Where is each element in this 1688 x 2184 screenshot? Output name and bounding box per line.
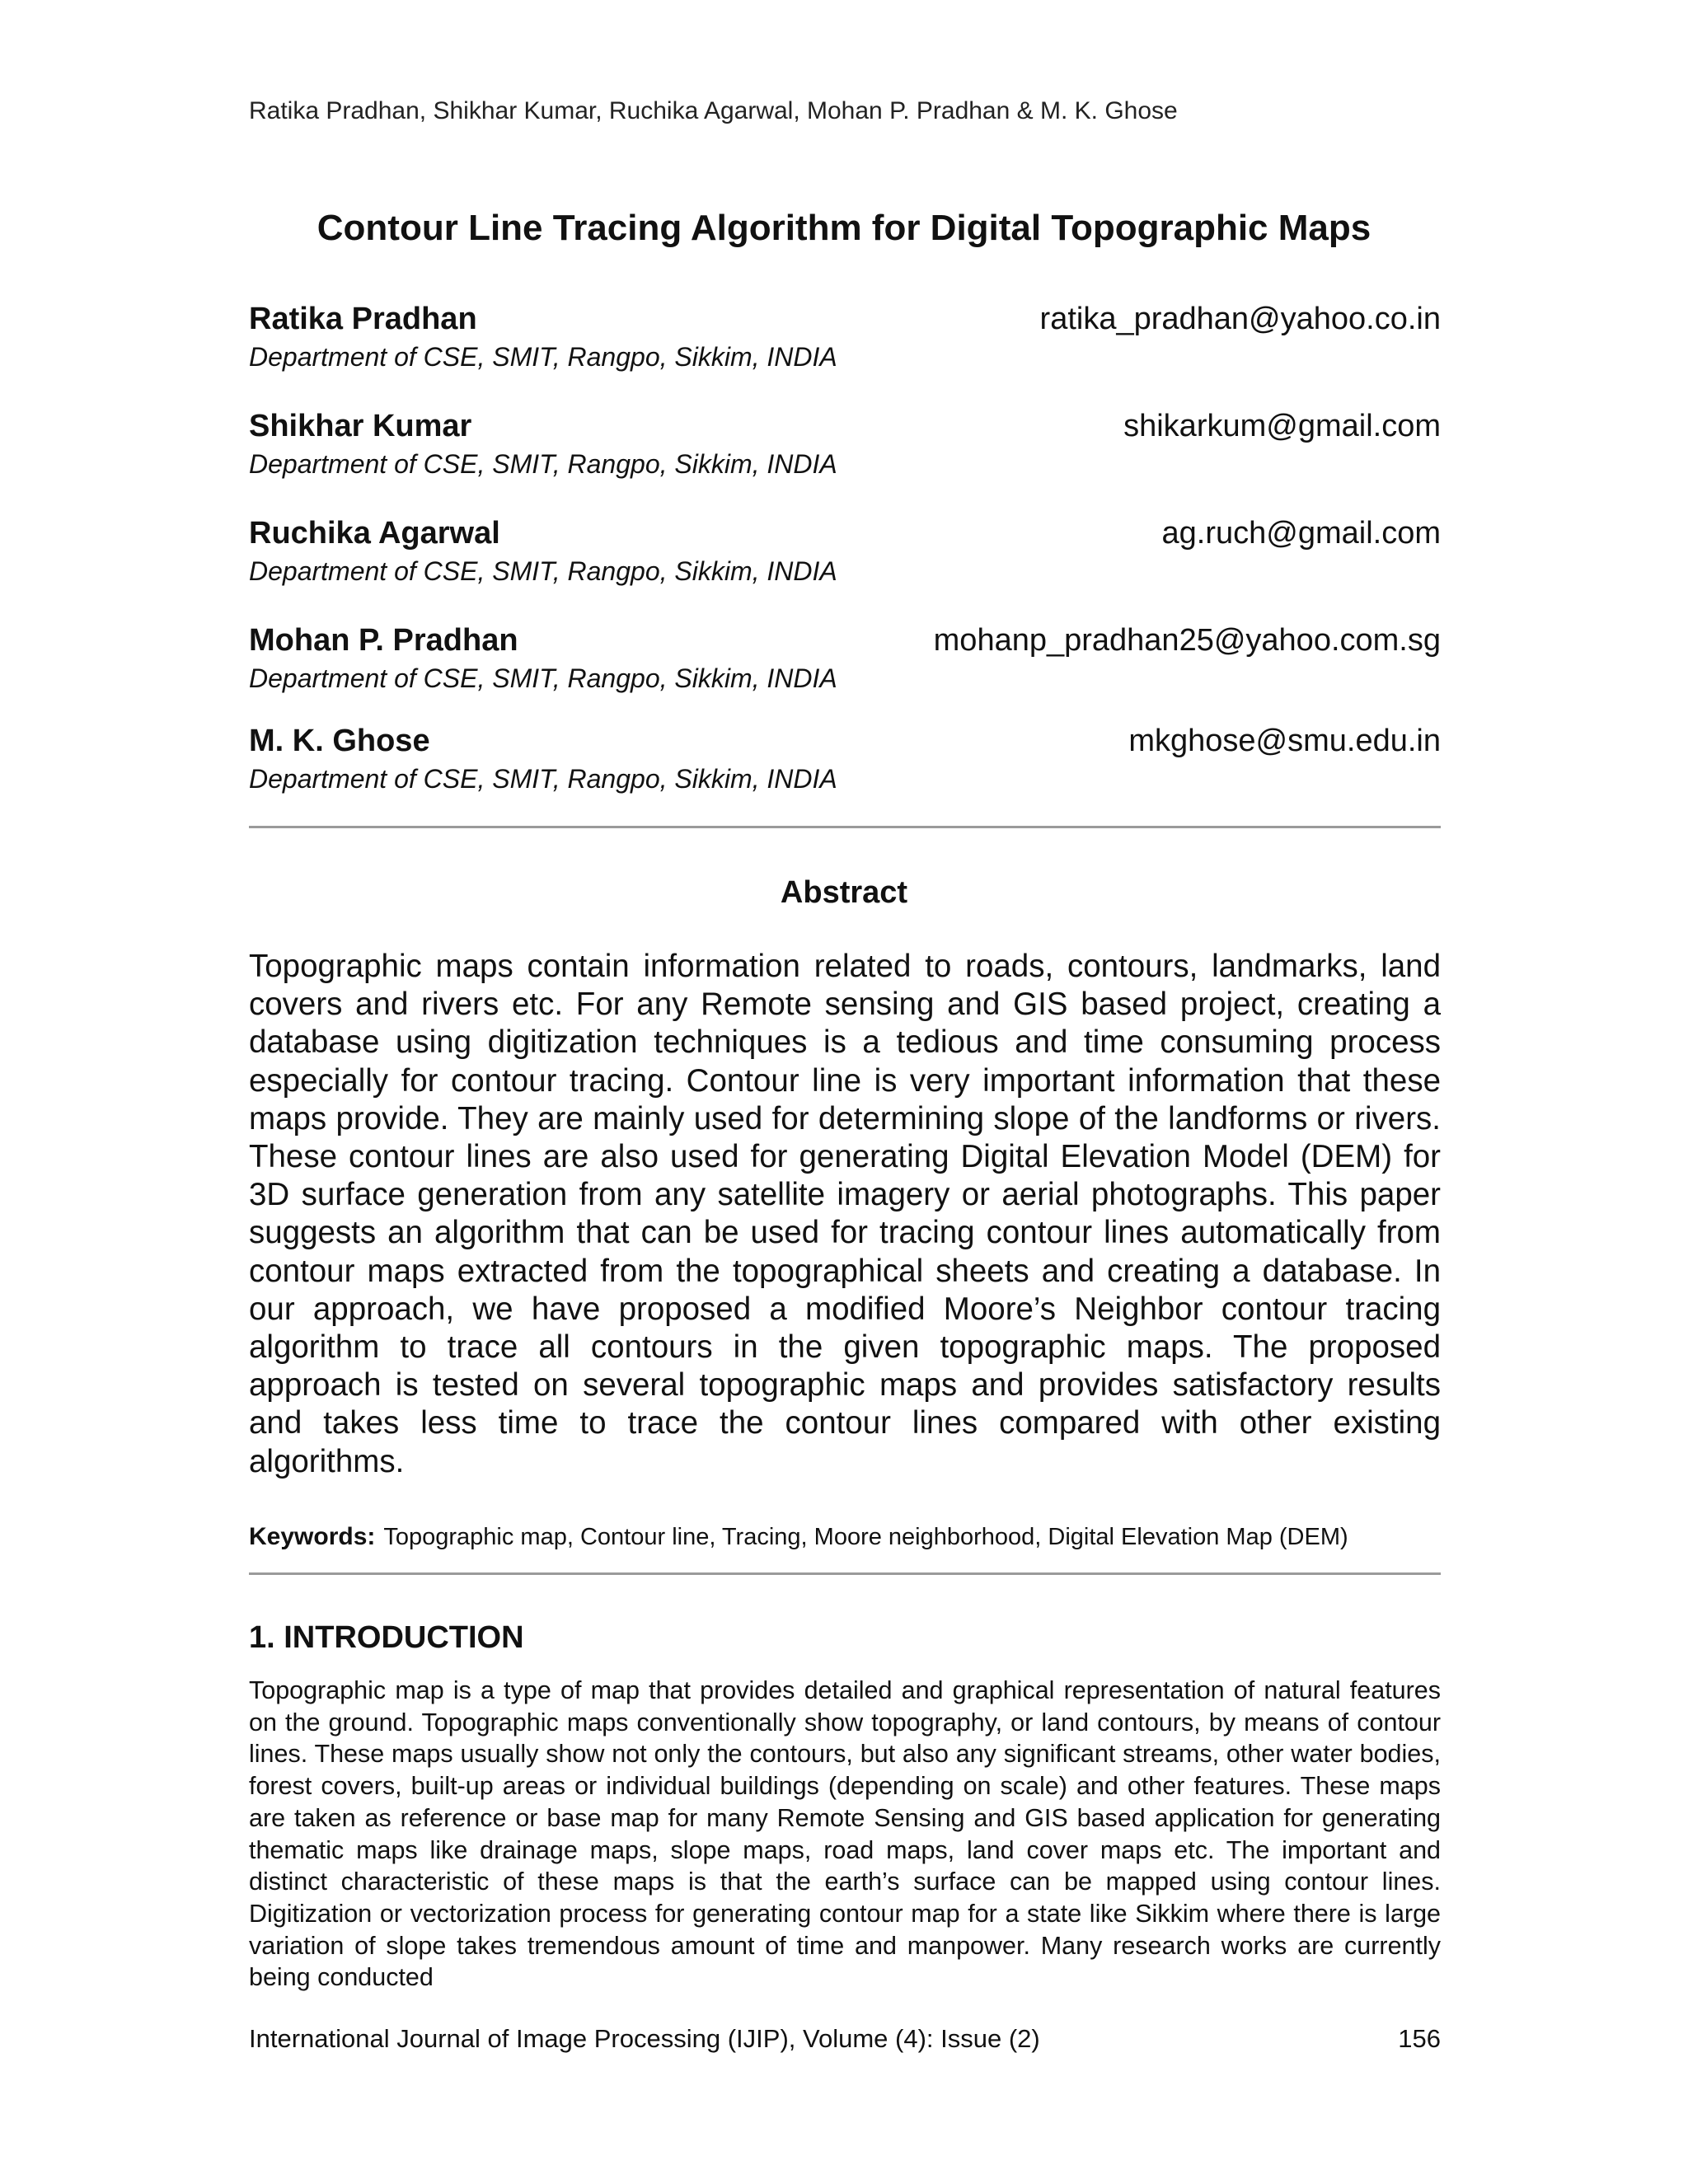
- author-email[interactable]: mkghose@smu.edu.in: [1128, 724, 1441, 758]
- section-heading-introduction: 1. INTRODUCTION: [249, 1620, 524, 1655]
- author-block: [249, 516, 1441, 587]
- keywords-text: Topographic map, Contour line, Tracing, Moore neighborhood, Digital Elevation Map (DEM): [383, 1524, 1348, 1550]
- author-name: Ratika Pradhan: [249, 302, 477, 336]
- author-affiliation: Department of CSE, SMIT, Rangpo, Sikkim, INDIA: [249, 342, 837, 372]
- author-email[interactable]: ratika_pradhan@yahoo.co.in: [1039, 302, 1441, 336]
- abstract-text: Topographic maps contain information related to roads, contours, landmarks, land covers and rivers etc. For any Remote sensing and GIS based project, creating a database using digitization techniques is a tedious and time consuming process especially for contour tracing. Contour line is very important information that these maps provide. They are mainly used for determining slope of the landforms or rivers. These contour lines are also used for generating Digital Elevation Model (DEM) for 3D surface generation from any satellite imagery or aerial photographs. This paper suggests an algorithm that can be used for tracing contour lines automatically from contour maps extracted from the topographical sheets and creating a database. In our approach, we have proposed a modified Moore’s Neighbor contour tracing algorithm to trace all contours in the given topographic maps. The proposed approach is tested on several topographic maps and provides satisfactory results and takes less time to trace the contour lines compared with other existing algorithms.: [249, 949, 1441, 1479]
- author-affiliation: Department of CSE, SMIT, Rangpo, Sikkim, INDIA: [249, 449, 837, 479]
- author-affiliation: Department of CSE, SMIT, Rangpo, Sikkim, INDIA: [249, 556, 837, 586]
- author-email[interactable]: shikarkum@gmail.com: [1123, 409, 1441, 443]
- divider: [249, 826, 1441, 828]
- running-head: Ratika Pradhan, Shikhar Kumar, Ruchika Agarwal, Mohan P. Pradhan & M. K. Ghose: [249, 97, 1178, 124]
- author-email[interactable]: mohanp_pradhan25@yahoo.com.sg: [933, 623, 1441, 658]
- author-affiliation: Department of CSE, SMIT, Rangpo, Sikkim, INDIA: [249, 663, 837, 693]
- author-name: Mohan P. Pradhan: [249, 623, 518, 658]
- author-block: [249, 409, 1441, 480]
- abstract-heading: Abstract: [780, 875, 908, 910]
- author-block: [249, 302, 1441, 373]
- keywords-line: [249, 1523, 1441, 1551]
- author-block: [249, 724, 1441, 794]
- divider: [249, 1572, 1441, 1575]
- page-number: 156: [1398, 2024, 1441, 2053]
- author-name: Shikhar Kumar: [249, 409, 472, 443]
- author-name: Ruchika Agarwal: [249, 516, 500, 551]
- keywords-label: Keywords:: [249, 1523, 376, 1550]
- journal-citation: International Journal of Image Processing (IJIP), Volume (4): Issue (2): [249, 2024, 1040, 2053]
- introduction-text: Topographic map is a type of map that provides detailed and graphical representation of natural features on the ground. Topographic maps conventionally show topography, or land contours, by means of contour lines. These maps usually show not only the contours, but also any significant streams, other water bodies, forest covers, built-up areas or individual buildings (depending on scale) and other features. These maps are taken as reference or base map for many Remote Sensing and GIS based application for generating thematic maps like drainage maps, slope maps, road maps, land cover maps etc. The important and distinct characteristic of these maps is that the earth’s surface can be mapped using contour lines. Digitization or vectorization process for generating contour map for a state like Sikkim where there is large variation of slope takes tremendous amount of time and manpower. Many research works are currently being conducted: [249, 1676, 1441, 1992]
- paper-title: Contour Line Tracing Algorithm for Digital Topographic Maps: [316, 208, 1372, 248]
- page-footer: [249, 2024, 1441, 2054]
- author-name: M. K. Ghose: [249, 724, 430, 758]
- author-affiliation: Department of CSE, SMIT, Rangpo, Sikkim, INDIA: [249, 764, 837, 794]
- author-email[interactable]: ag.ruch@gmail.com: [1161, 516, 1441, 551]
- author-block: [249, 623, 1441, 694]
